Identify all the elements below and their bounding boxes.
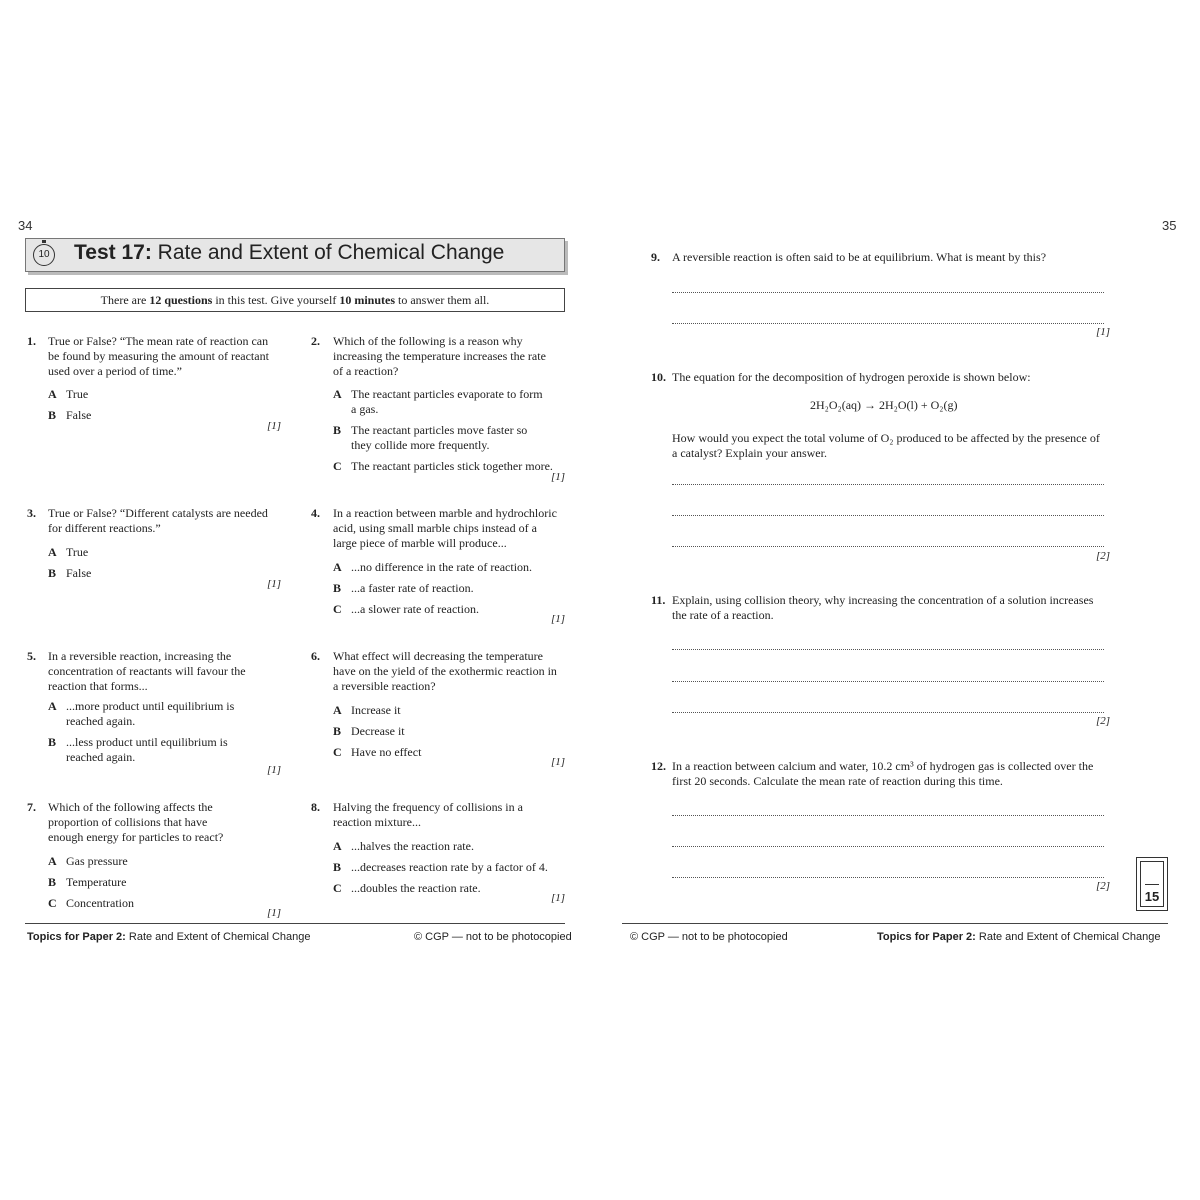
timer-icon: 10 — [33, 244, 55, 266]
question-text: In a reaction between marble and hydrochloric — [333, 506, 557, 520]
question-text: reaction mixture... — [333, 815, 421, 829]
answer-line[interactable] — [672, 712, 1104, 713]
test-title: Test 17: Rate and Extent of Chemical Change — [74, 241, 505, 264]
question-number: 2. — [311, 334, 320, 348]
mark: [2] — [1096, 880, 1111, 892]
question-text: A reversible reaction is often said to be at equilibrium. What is meant by this? — [672, 250, 1047, 264]
question-text: be found by measuring the amount of reactant — [48, 349, 269, 363]
question-text: In a reaction between calcium and water, 10.2 cm³ of hydrogen gas is collected over the — [672, 759, 1094, 773]
question-number: 12. — [651, 759, 666, 773]
footer-copyright: © CGP — not to be photocopied — [414, 931, 572, 943]
mark: [1] — [551, 613, 566, 625]
question-number: 1. — [27, 334, 36, 348]
mark: [1] — [1096, 326, 1111, 338]
question-text: Explain, using collision theory, why increasing the concentration of a solution increases — [672, 593, 1094, 607]
question-text: of a reaction? — [333, 364, 399, 378]
mark: [2] — [1096, 550, 1111, 562]
score-box — [1136, 857, 1168, 911]
footer-topic: Topics for Paper 2: Rate and Extent of Chemical Change — [27, 931, 311, 943]
question-number: 10. — [651, 370, 666, 384]
question-text: What effect will decreasing the temperature — [333, 649, 544, 663]
question-text: How would you expect the total volume of O₂ produced to be affected by the presence of — [672, 431, 1100, 445]
question-text: concentration of reactants will favour the — [48, 664, 246, 678]
footer-copyright: © CGP — not to be photocopied — [630, 931, 788, 943]
question-text: True or False? “The mean rate of reaction can — [48, 334, 269, 348]
question-text: increasing the temperature increases the rate — [333, 349, 546, 363]
test-instructions: There are 12 questions in this test. Give yourself 10 minutes to answer them all. — [25, 288, 565, 312]
mark: [1] — [267, 907, 282, 919]
question-text: enough energy for particles to react? — [48, 830, 224, 844]
footer-rule — [25, 923, 565, 924]
question-number: 9. — [651, 250, 660, 264]
answer-line[interactable] — [672, 484, 1104, 485]
question-number: 6. — [311, 649, 320, 663]
question-text: the rate of a reaction. — [672, 608, 774, 622]
test-title-banner — [25, 238, 565, 272]
question-text: Halving the frequency of collisions in a — [333, 800, 523, 814]
mark: [1] — [551, 892, 566, 904]
answer-line[interactable] — [672, 649, 1104, 650]
question-number: 5. — [27, 649, 36, 663]
question-text: acid, using small marble chips instead of a — [333, 521, 537, 535]
chemical-equation: 2H₂O₂(aq) → 2H₂O(l) + O₂(g) — [810, 398, 958, 412]
question-text: used over a period of time.” — [48, 364, 182, 378]
mark: [2] — [1096, 715, 1111, 727]
answer-line[interactable] — [672, 515, 1104, 516]
question-text: a catalyst? Explain your answer. — [672, 446, 827, 460]
question-text: Which of the following is a reason why — [333, 334, 523, 348]
page-number-right: 35 — [1162, 218, 1177, 233]
question-number: 11. — [651, 593, 666, 607]
question-text: a reversible reaction? — [333, 679, 436, 693]
question-text: proportion of collisions that have — [48, 815, 208, 829]
answer-line[interactable] — [672, 815, 1104, 816]
answer-line[interactable] — [672, 323, 1104, 324]
answer-line[interactable] — [672, 292, 1104, 293]
question-number: 3. — [27, 506, 36, 520]
question-text: large piece of marble will produce... — [333, 536, 507, 550]
question-number: 4. — [311, 506, 320, 520]
answer-line[interactable] — [672, 546, 1104, 547]
question-number: 8. — [311, 800, 320, 814]
mark: [1] — [267, 764, 282, 776]
footer-rule — [622, 923, 1168, 924]
question-text: first 20 seconds. Calculate the mean rate of reaction during this time. — [672, 774, 1003, 788]
question-10-text — [672, 431, 1172, 461]
score-total: 15 — [1144, 889, 1160, 904]
answer-line[interactable] — [672, 681, 1104, 682]
question-text: The equation for the decomposition of hydrogen peroxide is shown below: — [672, 370, 1031, 384]
mark: [1] — [551, 756, 566, 768]
page-number-left: 34 — [18, 218, 33, 233]
mark: [1] — [551, 471, 566, 483]
question-text: True or False? “Different catalysts are needed — [48, 506, 268, 520]
question-text: Which of the following affects the — [48, 800, 213, 814]
question-text: have on the yield of the exothermic reaction in — [333, 664, 557, 678]
answer-line[interactable] — [672, 877, 1104, 878]
answer-line[interactable] — [672, 846, 1104, 847]
footer-topic: Topics for Paper 2: Rate and Extent of Chemical Change — [877, 931, 1161, 943]
question-number: 7. — [27, 800, 36, 814]
question-text: In a reversible reaction, increasing the — [48, 649, 232, 663]
mark: [1] — [267, 420, 282, 432]
question-text: for different reactions.” — [48, 521, 161, 535]
question-text: reaction that forms... — [48, 679, 148, 693]
mark: [1] — [267, 578, 282, 590]
